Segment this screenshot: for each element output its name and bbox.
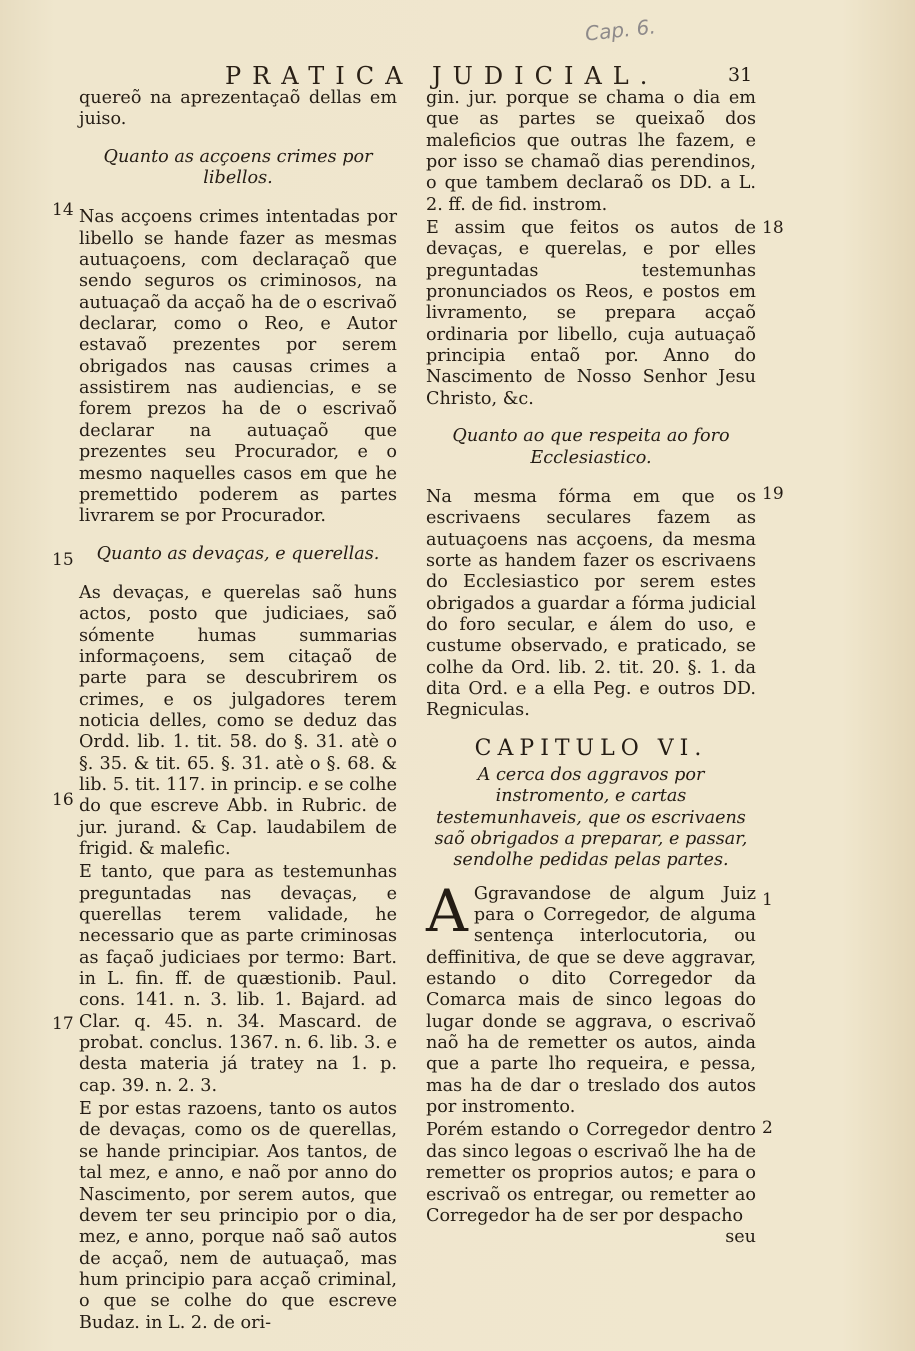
running-title: PRATICA JUDICIAL. bbox=[225, 62, 659, 90]
chapter-subtitle: A cerca dos aggravos por instromento, e cartas testemunhaveis, que os escrivaens saõ obrigados a preparar, e passar, sendolhe pedidas pelas partes. bbox=[434, 764, 748, 871]
left-column bbox=[79, 88, 397, 1334]
paragraph-14: Nas acçoens crimes intentadas por libello se hande fazer as mesmas autuaçoens, com declaraçaõ que sendo seguros os criminosos, na autuaçaõ da acçaõ ha de o escrivaõ declarar, como o Reo, e Autor estavaõ prezentes por serem obrigados nas causas crimes a assistirem nas audiencias, e se forem prezos ha de o escrivaõ declarar na autuaçaõ que prezentes seu Procurador, e o mesmo naquelles casos em que he premettido poderem as partes livrarem se por Procurador. bbox=[79, 207, 397, 527]
paragraph-2: Porém estando o Corregedor dentro das sinco legoas o escrivaõ lhe ha de remetter os proprios autos; e para o escrivaõ os entregar, ou remetter ao Corregedor ha de ser por despacho bbox=[426, 1120, 756, 1226]
folio-number: 31 bbox=[728, 64, 753, 86]
section-heading: Quanto ao que respeita ao foro Ecclesiastico. bbox=[452, 426, 730, 468]
paragraph-19: Na mesma fórma em que os escrivaens seculares fazem as autuaçoens nas acçoens, da mesma sorte as handem fazer os escrivaens do Ecclesiastico por serem estes obrigados a guardar a fórma judicial do foro secular, e álem do uso, e custume observado, e praticado, se colhe da Ord. lib. 2. tit. 20. §. 1. da dita Ord. e a ella Peg. e outros DD. Regniculas. bbox=[426, 486, 756, 721]
paragraph-15: As devaças, e querelas saõ huns actos, posto que judiciaes, saõ sómente humas summarias informaçoens, sem citaçaõ de parte para se descubrirem os crimes, e os julgadores terem noticia delles, como se deduz das Ordd. lib. 1. tit. 58. do §. 31. atè o §. 35. & tit. 65. §. 31. atè o §. 68. & lib. 5. tit. 117. in princip. e se colhe do que escreve Abb. in Rubric. de jur. jurand. & Cap. laudabilem de frigid. & malefic. bbox=[79, 582, 397, 859]
paragraph-17: E por estas razoens, tanto os autos de devaças, como os de querellas, se hande principiar. Aos tantos, de tal mez, e anno, e naõ por anno do Nascimento, por serem autos, que devem ter seu principio por o dia, mez, e anno, porque naõ saõ autos de acçaõ, nem de autuaçaõ, mas hum principio para acçaõ criminal, o que se colhe do que escreve Budaz. in L. 2. de ori- bbox=[79, 1099, 397, 1333]
margin-number: 1 bbox=[762, 890, 773, 910]
paragraph-continuation: gin. jur. porque se chama o dia em que as partes se queixaõ dos maleficios que outras lhe fazem, e por isso se chamaõ dias perendinos, o que tambem declaraõ os DD. a L. 2. ff. de fid. instrom. bbox=[426, 88, 756, 215]
paragraph-continuation: quereõ na aprezentaçaõ dellas em juiso. bbox=[79, 88, 397, 130]
margin-number: 14 bbox=[52, 200, 74, 220]
paragraph-1-text: Ggravandose de algum Juiz para o Corregedor, de alguma sentença interlocutoria, ou deffinitiva, de que se deve aggravar, estando o dito Corregedor da Comarca mais de sinco legoas do lugar donde se aggrava, o escrivaõ naõ ha de remetter os autos, ainda que a parte lho requeira, e pessa, mas ha de dar o treslado dos autos por instromento. bbox=[426, 883, 756, 1118]
margin-number: 17 bbox=[52, 1014, 74, 1034]
margin-number: 15 bbox=[52, 550, 74, 570]
drop-cap: A bbox=[426, 876, 468, 945]
section-heading: Quanto as devaças, e querellas. bbox=[96, 543, 380, 564]
catchword: seu bbox=[725, 1227, 756, 1248]
chapter-title: CAPITULO VI. bbox=[474, 735, 708, 761]
margin-number: 16 bbox=[52, 790, 74, 810]
paragraph-1 bbox=[426, 876, 756, 1119]
margin-number: 2 bbox=[762, 1118, 773, 1138]
right-column bbox=[426, 88, 756, 1249]
section-heading: Quanto as acçoens crimes por libellos. bbox=[103, 146, 373, 189]
paragraph-18: E assim que feitos os autos de devaças, e querelas, e por elles preguntadas testemunhas pronunciados os Reos, e postos em livramento, se prepara acçaõ ordinaria por libello, cuja autuaçaõ principia entaõ por. Anno do Nascimento de Nosso Senhor Jesu Christo, &c. bbox=[426, 218, 756, 409]
paragraph-16: E tanto, que para as testemunhas preguntadas nas devaças, e querellas terem validade, he necessario que as parte criminosas as façaõ judiciaes por termo: Bart. in L. fin. ff. de quæstionib. Paul. cons. 141. n. 3. lib. 1. Bajard. ad Clar. q. 45. n. 34. Mascard. de probat. conclus. 1367. n. 6. lib. 3. e desta materia já tratey na 1. p. cap. 39. n. 2. 3. bbox=[79, 862, 397, 1096]
handwritten-annotation: Cap. 6. bbox=[583, 14, 657, 46]
margin-number: 19 bbox=[762, 484, 784, 504]
margin-number: 18 bbox=[762, 218, 784, 238]
